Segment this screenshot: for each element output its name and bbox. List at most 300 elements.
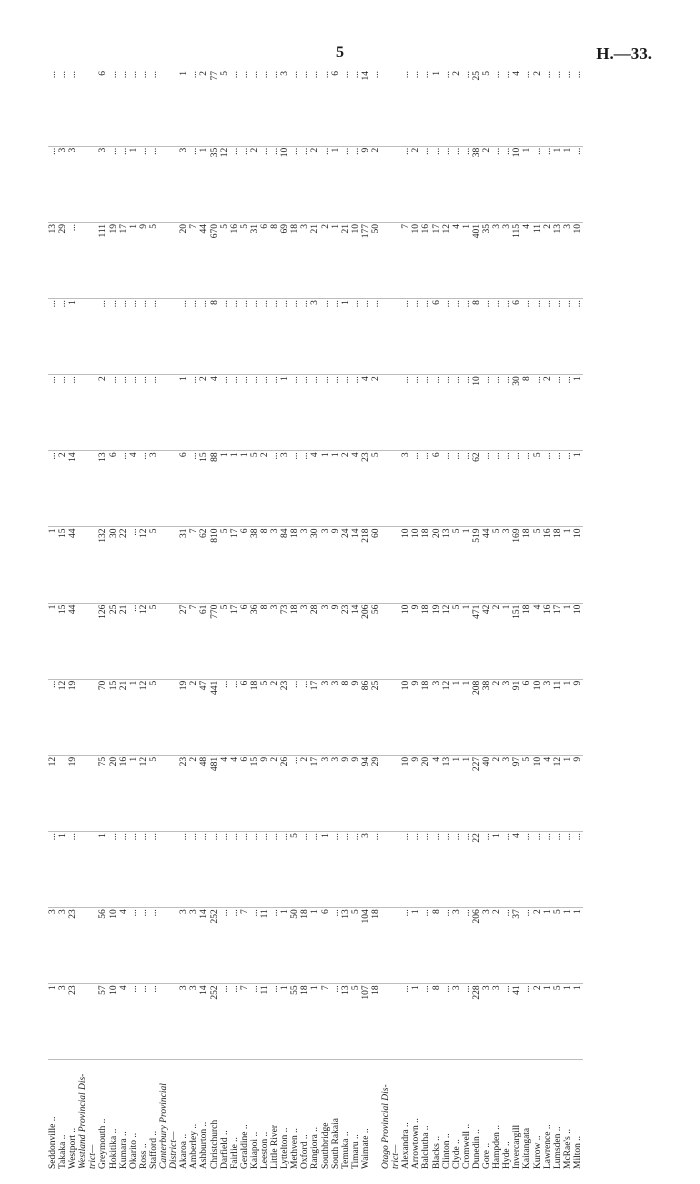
table-cell: ... bbox=[401, 908, 411, 984]
table-cell: 19 bbox=[432, 603, 442, 679]
table-cell: ... bbox=[119, 299, 129, 375]
row-label: Milton .. bbox=[572, 1136, 583, 1169]
table-cell: ... bbox=[250, 908, 260, 984]
table-cell: 1 bbox=[48, 603, 58, 679]
table-cell: 13 bbox=[98, 451, 108, 527]
table-cell: 10 bbox=[109, 984, 119, 1060]
table-cell: 3 bbox=[58, 984, 68, 1060]
table-cell: ... bbox=[543, 832, 553, 908]
table-cell: ... bbox=[260, 146, 270, 222]
table-cell: ... bbox=[149, 146, 159, 222]
table-cell bbox=[169, 146, 179, 222]
table-cell: 481 bbox=[210, 755, 220, 831]
table-cell: 6 bbox=[512, 299, 522, 375]
table-cell: 206 bbox=[472, 908, 482, 984]
table-cell: ... bbox=[290, 451, 300, 527]
table-cell: 13 bbox=[442, 755, 452, 831]
table-cell: 16 bbox=[543, 527, 553, 603]
table-cell: 1 bbox=[553, 146, 563, 222]
table-cell: ... bbox=[512, 451, 522, 527]
table-cell: ... bbox=[189, 832, 199, 908]
table-cell: ... bbox=[199, 299, 209, 375]
table-cell: ... bbox=[250, 299, 260, 375]
table-cell: ... bbox=[220, 679, 230, 755]
table-cell: 42 bbox=[482, 603, 492, 679]
table-cell bbox=[78, 603, 88, 679]
table-cell: 5 bbox=[533, 451, 543, 527]
table-cell: 5 bbox=[452, 603, 462, 679]
row-label: Dunedin .. bbox=[471, 1129, 482, 1169]
row-label: Kurow .. bbox=[532, 1135, 543, 1169]
table-cell: 151 bbox=[512, 603, 522, 679]
table-cell: 1 bbox=[543, 984, 553, 1060]
table-cell: 471 bbox=[472, 603, 482, 679]
table-cell: 2 bbox=[452, 70, 462, 146]
table-cell: ... bbox=[482, 299, 492, 375]
table-cell: 1 bbox=[573, 908, 583, 984]
row-label: Westport .. bbox=[68, 1127, 79, 1169]
table-cell: ... bbox=[129, 527, 139, 603]
table-cell: 11 bbox=[260, 908, 270, 984]
table-cell: 18 bbox=[371, 984, 381, 1060]
table-cell: 23 bbox=[361, 451, 371, 527]
table-cell: 18 bbox=[371, 908, 381, 984]
table-cell: ... bbox=[230, 146, 240, 222]
table-cell: 3 bbox=[300, 603, 310, 679]
table-cell: ... bbox=[300, 146, 310, 222]
table-cell bbox=[88, 679, 98, 755]
row-label: Okarito .. bbox=[128, 1132, 139, 1169]
table-cell: 36 bbox=[250, 603, 260, 679]
table-cell: 18 bbox=[290, 603, 300, 679]
table-row bbox=[442, 70, 452, 1170]
table-cell: 75 bbox=[98, 755, 108, 831]
table-cell: 1 bbox=[310, 908, 320, 984]
table-cell: 1 bbox=[341, 299, 351, 375]
table-cell: ... bbox=[119, 832, 129, 908]
table-cell bbox=[159, 527, 169, 603]
table-cell bbox=[78, 146, 88, 222]
table-cell: 1 bbox=[502, 603, 512, 679]
table-cell bbox=[78, 908, 88, 984]
table-cell: ... bbox=[341, 70, 351, 146]
table-cell: ... bbox=[502, 375, 512, 451]
table-cell: 401 bbox=[472, 222, 482, 298]
table-cell: ... bbox=[563, 375, 573, 451]
table-cell: 17 bbox=[230, 603, 240, 679]
table-cell: 9 bbox=[411, 603, 421, 679]
table-cell bbox=[159, 451, 169, 527]
table-row bbox=[563, 70, 573, 1170]
table-cell: 126 bbox=[98, 603, 108, 679]
table-cell: ... bbox=[290, 146, 300, 222]
table-cell: 12 bbox=[139, 603, 149, 679]
row-label: Otago Provincial Dis- bbox=[381, 1084, 392, 1169]
table-cell: 23 bbox=[341, 603, 351, 679]
table-cell: ... bbox=[149, 984, 159, 1060]
table-cell: 18 bbox=[290, 222, 300, 298]
table-cell: ... bbox=[179, 299, 189, 375]
table-cell: ... bbox=[139, 299, 149, 375]
table-cell: 73 bbox=[280, 603, 290, 679]
table-cell: ... bbox=[522, 299, 532, 375]
table-cell bbox=[88, 984, 98, 1060]
table-cell: ... bbox=[432, 146, 442, 222]
table-cell: ... bbox=[331, 375, 341, 451]
table-cell bbox=[381, 451, 391, 527]
table-cell: ... bbox=[260, 375, 270, 451]
table-cell: 3 bbox=[179, 146, 189, 222]
table-cell: 441 bbox=[210, 679, 220, 755]
table-cell bbox=[88, 527, 98, 603]
table-cell: 2 bbox=[482, 146, 492, 222]
table-row bbox=[401, 70, 411, 1170]
table-cell: 35 bbox=[210, 146, 220, 222]
table-cell: 1 bbox=[563, 146, 573, 222]
table-cell: 9 bbox=[351, 755, 361, 831]
table-cell: 86 bbox=[361, 679, 371, 755]
table-cell: 6 bbox=[240, 603, 250, 679]
table-cell: ... bbox=[321, 146, 331, 222]
table-cell: ... bbox=[250, 984, 260, 1060]
table-cell: ... bbox=[68, 832, 78, 908]
table-cell: 14 bbox=[199, 908, 209, 984]
table-cell: 1 bbox=[563, 984, 573, 1060]
table-cell: ... bbox=[492, 146, 502, 222]
table-cell: ... bbox=[149, 70, 159, 146]
table-cell: ... bbox=[310, 832, 320, 908]
table-cell: ... bbox=[109, 70, 119, 146]
table-cell: 3 bbox=[300, 527, 310, 603]
table-cell: ... bbox=[331, 299, 341, 375]
table-cell: 2 bbox=[260, 451, 270, 527]
table-cell: 1 bbox=[280, 984, 290, 1060]
table-cell: 5 bbox=[290, 832, 300, 908]
table-cell: 2 bbox=[199, 375, 209, 451]
table-cell bbox=[391, 451, 401, 527]
table-cell: 9 bbox=[411, 755, 421, 831]
table-cell: 1 bbox=[411, 908, 421, 984]
table-cell: 6 bbox=[321, 908, 331, 984]
table-cell: 1 bbox=[462, 755, 472, 831]
table-cell: ... bbox=[442, 984, 452, 1060]
table-cell: ... bbox=[48, 299, 58, 375]
table-cell: 14 bbox=[351, 527, 361, 603]
table-row bbox=[502, 70, 512, 1170]
table-cell: 111 bbox=[98, 222, 108, 298]
table-cell: 13 bbox=[341, 984, 351, 1060]
table-cell: 21 bbox=[310, 222, 320, 298]
table-cell: 10 bbox=[512, 146, 522, 222]
table-cell: ... bbox=[230, 908, 240, 984]
row-label: Amberley .. bbox=[189, 1123, 200, 1169]
table-row bbox=[310, 70, 320, 1170]
table-cell: 4 bbox=[533, 603, 543, 679]
table-row bbox=[533, 70, 543, 1170]
row-label: Arrowtown .. bbox=[411, 1118, 422, 1169]
table-cell: 1 bbox=[280, 908, 290, 984]
table-cell: 62 bbox=[472, 451, 482, 527]
table-cell: ... bbox=[129, 375, 139, 451]
table-cell: ... bbox=[220, 832, 230, 908]
table-cell: 10 bbox=[351, 222, 361, 298]
table-cell: 104 bbox=[361, 908, 371, 984]
table-cell bbox=[169, 755, 179, 831]
table-cell: 3 bbox=[321, 527, 331, 603]
table-cell: ... bbox=[260, 832, 270, 908]
table-cell: 2 bbox=[58, 451, 68, 527]
table-cell: 3 bbox=[189, 984, 199, 1060]
table-cell: 1 bbox=[331, 451, 341, 527]
table-cell: 16 bbox=[119, 755, 129, 831]
table-cell: ... bbox=[189, 375, 199, 451]
table-cell: 41 bbox=[512, 984, 522, 1060]
table-cell: 38 bbox=[250, 527, 260, 603]
table-cell: ... bbox=[462, 908, 472, 984]
table-cell: 1 bbox=[462, 222, 472, 298]
table-cell: 10 bbox=[109, 908, 119, 984]
row-label: Temuka .. bbox=[340, 1131, 351, 1169]
table-cell: 20 bbox=[179, 222, 189, 298]
table-cell: 3 bbox=[280, 70, 290, 146]
table-cell: ... bbox=[139, 984, 149, 1060]
table-cell: 18 bbox=[300, 908, 310, 984]
table-cell: 1 bbox=[230, 451, 240, 527]
table-cell: 10 bbox=[401, 603, 411, 679]
table-cell: ... bbox=[331, 908, 341, 984]
table-cell: 5 bbox=[533, 527, 543, 603]
table-cell: 1 bbox=[129, 146, 139, 222]
table-cell: 2 bbox=[492, 679, 502, 755]
table-row bbox=[472, 70, 482, 1170]
table-cell bbox=[88, 375, 98, 451]
table-cell: ... bbox=[149, 832, 159, 908]
table-cell: ... bbox=[300, 299, 310, 375]
table-row bbox=[199, 70, 209, 1170]
table-cell: 30 bbox=[109, 527, 119, 603]
table-cell: ... bbox=[462, 70, 472, 146]
row-label: District— bbox=[169, 1131, 180, 1169]
table-cell: 10 bbox=[411, 222, 421, 298]
table-cell bbox=[381, 603, 391, 679]
table-cell: ... bbox=[492, 299, 502, 375]
table-cell: 5 bbox=[492, 527, 502, 603]
table-cell: ... bbox=[68, 222, 78, 298]
table-cell: 1 bbox=[179, 375, 189, 451]
table-cell: ... bbox=[68, 375, 78, 451]
table-cell bbox=[78, 984, 88, 1060]
table-cell: ... bbox=[421, 451, 431, 527]
table-cell: 169 bbox=[512, 527, 522, 603]
table-cell: 6 bbox=[432, 299, 442, 375]
table-cell: ... bbox=[421, 984, 431, 1060]
table-row bbox=[88, 70, 98, 1170]
table-cell: 1 bbox=[331, 222, 341, 298]
table-cell: 5 bbox=[149, 755, 159, 831]
table-cell: 9 bbox=[573, 755, 583, 831]
table-cell: ... bbox=[58, 299, 68, 375]
table-cell: ... bbox=[270, 70, 280, 146]
table-cell: ... bbox=[502, 299, 512, 375]
table-cell: 3 bbox=[321, 679, 331, 755]
table-cell: 1 bbox=[462, 527, 472, 603]
table-cell bbox=[159, 908, 169, 984]
table-cell: ... bbox=[290, 755, 300, 831]
table-cell: 5 bbox=[149, 603, 159, 679]
table-cell: ... bbox=[48, 375, 58, 451]
table-cell: 23 bbox=[68, 908, 78, 984]
table-cell bbox=[391, 679, 401, 755]
table-cell: 3 bbox=[331, 679, 341, 755]
table-cell: ... bbox=[109, 375, 119, 451]
table-cell: 5 bbox=[220, 222, 230, 298]
table-cell: ... bbox=[371, 299, 381, 375]
table-cell: ... bbox=[401, 832, 411, 908]
table-cell: 1 bbox=[543, 908, 553, 984]
table-cell: ... bbox=[452, 299, 462, 375]
table-cell: ... bbox=[533, 375, 543, 451]
table-cell: ... bbox=[139, 375, 149, 451]
table-cell: 1 bbox=[129, 222, 139, 298]
table-cell: ... bbox=[442, 451, 452, 527]
table-cell: 10 bbox=[401, 679, 411, 755]
table-cell: ... bbox=[129, 908, 139, 984]
table-cell: ... bbox=[139, 832, 149, 908]
table-cell: ... bbox=[522, 984, 532, 1060]
table-cell: 15 bbox=[109, 679, 119, 755]
table-cell: 11 bbox=[260, 984, 270, 1060]
table-cell bbox=[159, 984, 169, 1060]
table-cell: 38 bbox=[482, 679, 492, 755]
table-cell bbox=[169, 70, 179, 146]
table-cell bbox=[381, 908, 391, 984]
table-cell: 44 bbox=[68, 603, 78, 679]
table-cell: ... bbox=[189, 299, 199, 375]
table-cell: 8 bbox=[472, 299, 482, 375]
table-cell bbox=[169, 832, 179, 908]
table-row bbox=[98, 70, 108, 1170]
table-cell: 2 bbox=[543, 375, 553, 451]
table-cell bbox=[159, 146, 169, 222]
table-cell: ... bbox=[149, 908, 159, 984]
table-cell: 6 bbox=[179, 451, 189, 527]
table-cell: 4 bbox=[210, 375, 220, 451]
table-cell: 23 bbox=[179, 755, 189, 831]
table-cell bbox=[78, 832, 88, 908]
table-row bbox=[432, 70, 442, 1170]
table-cell: 2 bbox=[98, 375, 108, 451]
table-cell: ... bbox=[189, 70, 199, 146]
table-cell: 7 bbox=[240, 984, 250, 1060]
table-cell: 29 bbox=[58, 222, 68, 298]
table-cell bbox=[88, 146, 98, 222]
table-cell bbox=[88, 908, 98, 984]
table-row bbox=[240, 70, 250, 1170]
table-cell: 6 bbox=[240, 527, 250, 603]
row-label: Cromwell .. bbox=[461, 1123, 472, 1169]
table-cell: ... bbox=[492, 451, 502, 527]
row-label: South Rakaia bbox=[330, 1118, 341, 1169]
row-label: Blacks .. bbox=[431, 1136, 442, 1169]
table-cell: 12 bbox=[442, 679, 452, 755]
table-cell: 2 bbox=[270, 755, 280, 831]
table-cell: 1 bbox=[411, 984, 421, 1060]
table-cell bbox=[169, 222, 179, 298]
table-row bbox=[553, 70, 563, 1170]
table-cell: 1 bbox=[321, 451, 331, 527]
table-cell: 44 bbox=[482, 527, 492, 603]
table-cell: 13 bbox=[341, 908, 351, 984]
table-cell: ... bbox=[421, 908, 431, 984]
table-cell: 3 bbox=[68, 146, 78, 222]
table-cell: 35 bbox=[482, 222, 492, 298]
table-cell: 177 bbox=[361, 222, 371, 298]
table-cell: ... bbox=[139, 908, 149, 984]
table-cell: ... bbox=[462, 375, 472, 451]
table-cell: 10 bbox=[472, 375, 482, 451]
table-cell: 13 bbox=[442, 527, 452, 603]
table-cell bbox=[169, 299, 179, 375]
table-cell bbox=[78, 70, 88, 146]
table-cell: 5 bbox=[482, 70, 492, 146]
table-cell: ... bbox=[341, 146, 351, 222]
table-cell: ... bbox=[421, 70, 431, 146]
table-cell: 3 bbox=[502, 222, 512, 298]
table-cell bbox=[78, 527, 88, 603]
table-cell: 57 bbox=[98, 984, 108, 1060]
table-cell: ... bbox=[321, 375, 331, 451]
table-cell: ... bbox=[442, 146, 452, 222]
table-cell: 25 bbox=[371, 679, 381, 755]
table-cell: ... bbox=[109, 146, 119, 222]
table-cell: ... bbox=[482, 375, 492, 451]
table-cell: ... bbox=[502, 908, 512, 984]
table-cell: ... bbox=[411, 70, 421, 146]
table-cell bbox=[381, 984, 391, 1060]
table-cell: 6 bbox=[109, 451, 119, 527]
table-cell: 4 bbox=[129, 451, 139, 527]
table-cell: 9 bbox=[331, 603, 341, 679]
table-cell: 12 bbox=[58, 679, 68, 755]
table-cell: 1 bbox=[179, 70, 189, 146]
row-label: Clyde .. bbox=[451, 1139, 462, 1169]
table-cell: 28 bbox=[310, 603, 320, 679]
table-cell: ... bbox=[129, 70, 139, 146]
table-cell: ... bbox=[462, 832, 472, 908]
table-cell: ... bbox=[553, 299, 563, 375]
table-cell: 40 bbox=[482, 755, 492, 831]
table-cell: ... bbox=[492, 70, 502, 146]
table-cell: 25 bbox=[109, 603, 119, 679]
table-cell: 810 bbox=[210, 527, 220, 603]
table-cell: ... bbox=[573, 299, 583, 375]
table-cell: 3 bbox=[270, 527, 280, 603]
row-label: Akaroa .. bbox=[179, 1133, 190, 1169]
table-cell: ... bbox=[220, 375, 230, 451]
table-cell: 3 bbox=[543, 679, 553, 755]
table-cell: ... bbox=[220, 299, 230, 375]
table-row bbox=[280, 70, 290, 1170]
table-cell: 26 bbox=[280, 755, 290, 831]
table-cell: 1 bbox=[452, 679, 462, 755]
table-cell: ... bbox=[442, 299, 452, 375]
table-cell: 11 bbox=[553, 679, 563, 755]
table-row bbox=[391, 70, 401, 1170]
table-row bbox=[492, 70, 502, 1170]
table-cell: 88 bbox=[210, 451, 220, 527]
table-cell: 14 bbox=[351, 603, 361, 679]
row-label: Clinton .. bbox=[441, 1133, 452, 1169]
